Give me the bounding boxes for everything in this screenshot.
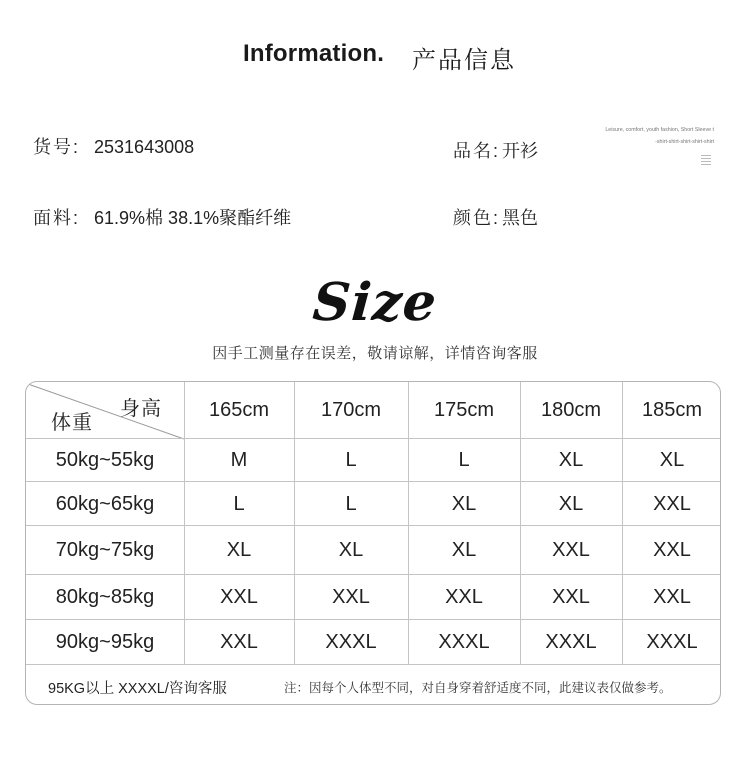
size-value-cell: XXL: [445, 586, 483, 608]
product-name-value: 开衫: [502, 141, 539, 161]
product-name: [453, 137, 538, 163]
product-code-label: 货号:: [33, 137, 81, 157]
weight-range-cell: 80kg~85kg: [55, 586, 155, 608]
size-value-cell: L: [345, 449, 357, 471]
size-value-cell: L: [345, 492, 357, 515]
size-chart-table: [25, 381, 721, 705]
size-value-cell: XXL: [552, 586, 590, 608]
product-color-value: 黑色: [502, 208, 539, 228]
size-value-cell: XXL: [653, 539, 691, 561]
info-title-cn: 产品信息: [412, 47, 516, 74]
height-header-cell: 180cm: [540, 399, 602, 421]
size-value-cell: XXL: [653, 492, 691, 515]
tagline-line-1: Leisure, comfort, youth fashion, Short Sleeve t: [605, 127, 714, 133]
corner-weight-label: 体重: [51, 412, 93, 434]
size-value-cell: L: [233, 492, 245, 515]
size-value-cell: XXXL: [545, 631, 597, 653]
product-fabric-label: 面料:: [33, 208, 81, 228]
size-value-cell: XXL: [653, 586, 691, 608]
size-value-cell: XXL: [332, 586, 370, 608]
size-value-cell: XL: [558, 449, 584, 471]
size-value-cell: M: [230, 449, 248, 471]
corner-height-label: 身高: [120, 398, 162, 420]
size-value-cell: XL: [338, 539, 364, 561]
product-name-label: 品名:: [453, 141, 501, 161]
fashion-tagline: [568, 124, 714, 148]
size-value-cell: XXXL: [646, 631, 698, 653]
list-lines-icon: [701, 155, 711, 167]
size-heading: Size: [310, 272, 440, 333]
product-code: [33, 133, 194, 159]
corner-diagonal-line: [26, 382, 186, 440]
size-value-cell: XXL: [552, 539, 590, 561]
size-value-cell: XXL: [220, 586, 258, 608]
size-value-cell: XL: [451, 539, 477, 561]
size-footnote-left: 95KG以上 XXXXL/咨询客服: [48, 681, 227, 697]
weight-range-cell: 70kg~75kg: [55, 539, 155, 561]
size-value-cell: XL: [226, 539, 252, 561]
product-fabric-value: 61.9%棉 38.1%聚酯纤维: [94, 208, 292, 228]
weight-range-cell: 50kg~55kg: [55, 449, 155, 471]
info-title-en: Information.: [243, 40, 385, 67]
height-header-cell: 170cm: [320, 399, 382, 421]
product-color-label: 颜色:: [453, 208, 501, 228]
size-value-cell: XL: [451, 492, 477, 515]
size-footnote-right: 注：因每个人体型不同，对自身穿着舒适度不同，此建议表仅做参考。: [284, 681, 672, 695]
product-code-value: 2531643008: [94, 137, 195, 157]
product-color: [453, 204, 538, 230]
size-disclaimer: 因手工测量存在误差，敬请谅解，详情咨询客服: [212, 345, 538, 362]
size-value-cell: XXXL: [325, 631, 377, 653]
height-header-cell: 165cm: [208, 399, 270, 421]
tagline-line-2: -shirt-shirt-shirt-shirt-shirt: [655, 139, 714, 145]
height-header-cell: 185cm: [641, 399, 703, 421]
size-value-cell: XL: [558, 492, 584, 515]
product-fabric: [33, 204, 291, 230]
weight-range-cell: 60kg~65kg: [55, 492, 155, 515]
weight-range-cell: 90kg~95kg: [55, 631, 155, 653]
size-value-cell: XXXL: [438, 631, 490, 653]
size-value-cell: XL: [659, 449, 685, 471]
size-value-cell: L: [458, 449, 470, 471]
size-value-cell: XXL: [220, 631, 258, 653]
height-header-cell: 175cm: [433, 399, 495, 421]
